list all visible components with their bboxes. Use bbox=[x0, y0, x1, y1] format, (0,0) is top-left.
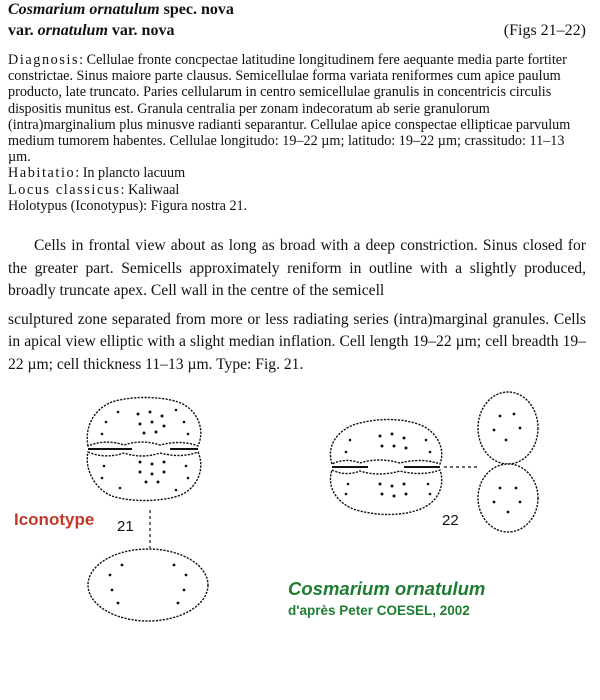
locus-label: Locus classicus bbox=[8, 181, 121, 198]
fig22-lateral-lower bbox=[478, 464, 538, 532]
fig21-apical-view bbox=[88, 549, 208, 621]
holotypus-line: Holotypus (Iconotypus): Figura nostra 21. bbox=[8, 197, 248, 214]
var-nova-label: var. nova bbox=[107, 22, 175, 39]
english-paragraph-2: sculptured zone separated from more or less radiating series (intra)marginal granules. Cells in apical view elliptic with a slight median inflation. Cell length 19–22 µm; cell breadth 19–22 µm; cell thickness 11–13 µm. Type: Fig. 21. bbox=[8, 310, 586, 373]
figure-22-number: 22 bbox=[442, 512, 459, 529]
spec-nova-label: spec. nova bbox=[159, 1, 234, 18]
iconotype-label: Iconotype bbox=[14, 510, 95, 529]
var-prefix: var. bbox=[8, 22, 38, 39]
fig21-lower-semicell bbox=[87, 452, 201, 501]
variety-name: ornatulum bbox=[37, 22, 108, 39]
diagnosis-text: : Cellulae fronte concpectae latitudine longitudinem fere aequante media parte fortiter constrictae. Sinus maiore parte clausus. Semicellulae forma variata reniformes cum apice paulum producto, late truncato. Paries cellularum in centro semicellulae granulis in concentricis circulis dispositis munitus est. Granula centralia per zonam indecoratum ab serie granulorum (intra)marginalium plus minusve radianti separantur. Cellulae apice conspectae ellipticae parvulum medium tumorem habentes. Cellulae longitudo: 19–22 µm; latitudo: 19–22 µm; crassitudo: 11–13 µm. bbox=[8, 52, 571, 166]
fig22-lateral-upper bbox=[478, 392, 538, 464]
habitatio-label: Habitatio bbox=[8, 165, 76, 182]
locus-text: : Kaliwaal bbox=[120, 181, 180, 198]
figures-reference: (Figs 21–22) bbox=[503, 22, 586, 39]
species-name: Cosmarium ornatulum bbox=[8, 1, 160, 18]
english-paragraph-1-text: Cells in frontal view about as long as broad with a deep constriction. Sinus closed for the greater part. Semicells approximately reniform in outline with a slightly produced, broadly truncate apex. Cell wall in the centre of the semicell bbox=[8, 237, 586, 300]
species-caption: Cosmarium ornatulum bbox=[288, 578, 486, 599]
fig22-upper-semicell bbox=[330, 420, 441, 465]
fig22-lower-semicell bbox=[330, 470, 441, 515]
habitatio-text: : In plancto lacuum bbox=[75, 165, 186, 182]
figure-21-number: 21 bbox=[117, 518, 134, 535]
credit-caption: d'après Peter COESEL, 2002 bbox=[288, 603, 470, 618]
diagnosis-label: Diagnosis bbox=[8, 52, 80, 68]
